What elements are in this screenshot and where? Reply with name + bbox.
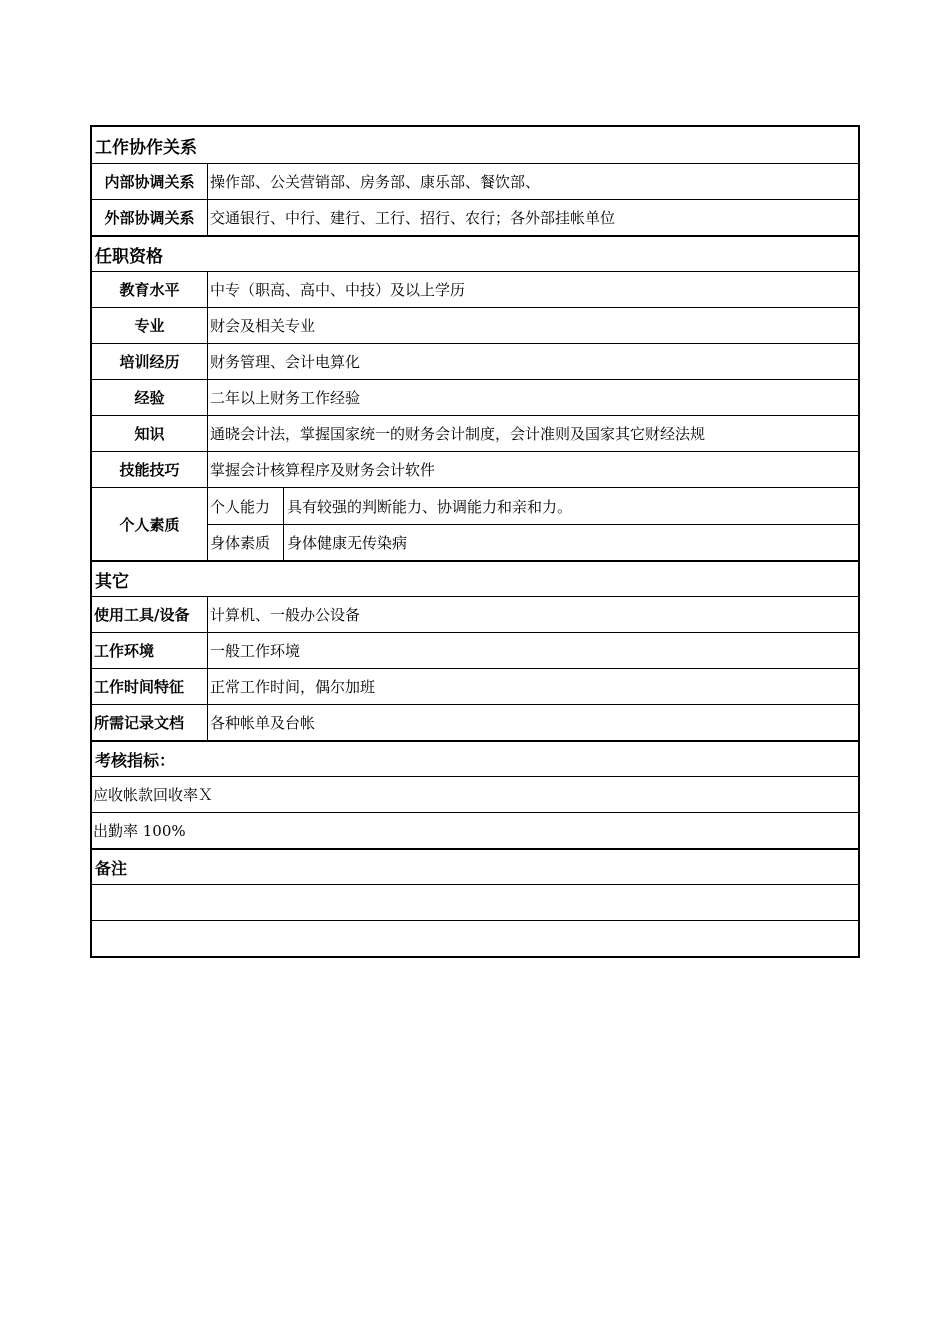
section-title-notes: 备注 — [95, 858, 128, 878]
label-documents: 所需记录文档 — [92, 705, 208, 740]
section-header-collab — [92, 127, 858, 163]
section-header-kpi — [92, 740, 858, 776]
label-training: 培训经历 — [92, 344, 208, 379]
value-external-coordination: 交通银行、中行、建行、工行、招行、农行；各外部挂帐单位 — [210, 209, 616, 227]
value-knowledge: 通晓会计法，掌握国家统一的财务会计制度，会计准则及国家其它财经法规 — [210, 425, 706, 443]
label-external-coordination: 外部协调关系 — [92, 200, 208, 235]
value-experience: 二年以上财务工作经验 — [210, 389, 361, 407]
label-personal-quality: 个人素质 — [92, 488, 208, 560]
row-work-hours — [92, 668, 858, 704]
value-documents: 各种帐单及台帐 — [210, 714, 316, 732]
row-major — [92, 307, 858, 343]
label-skills: 技能技巧 — [92, 452, 208, 487]
row-kpi-attendance — [92, 812, 858, 848]
value-skills: 掌握会计核算程序及财务会计软件 — [210, 461, 436, 479]
kpi-attendance: 出勤率 100% — [93, 822, 186, 840]
label-major: 专业 — [92, 308, 208, 343]
row-tools — [92, 596, 858, 632]
value-environment: 一般工作环境 — [210, 642, 301, 660]
label-experience: 经验 — [92, 380, 208, 415]
row-experience — [92, 379, 858, 415]
subrow-personal-ability — [208, 488, 858, 524]
row-environment — [92, 632, 858, 668]
row-group-personal-quality — [92, 487, 858, 560]
subrow-physical-quality — [208, 524, 858, 560]
label-personal-ability: 个人能力 — [208, 488, 284, 524]
label-tools: 使用工具/设备 — [92, 597, 208, 632]
row-kpi-receivables — [92, 776, 858, 812]
label-education: 教育水平 — [92, 272, 208, 307]
value-personal-ability: 具有较强的判断能力、协调能力和亲和力。 — [287, 497, 573, 516]
row-skills — [92, 451, 858, 487]
notes-blank-1 — [92, 885, 858, 920]
value-physical-quality: 身体健康无传染病 — [287, 534, 408, 552]
value-major: 财会及相关专业 — [210, 317, 316, 335]
row-notes-blank-2 — [92, 920, 858, 956]
row-knowledge — [92, 415, 858, 451]
value-tools: 计算机、一般办公设备 — [210, 606, 361, 624]
label-physical-quality: 身体素质 — [208, 525, 284, 560]
value-training: 财务管理、会计电算化 — [210, 353, 361, 371]
section-title-collab: 工作协作关系 — [95, 137, 197, 158]
notes-blank-2 — [92, 921, 858, 956]
label-knowledge: 知识 — [92, 416, 208, 451]
kpi-receivables: 应收帐款回收率Ｘ — [93, 786, 214, 804]
label-work-hours: 工作时间特征 — [92, 669, 208, 704]
value-internal-coordination: 操作部、公关营销部、房务部、康乐部、餐饮部、 — [210, 173, 541, 191]
row-documents — [92, 704, 858, 740]
section-title-other: 其它 — [95, 571, 129, 592]
section-title-kpi: 考核指标： — [95, 750, 176, 770]
job-description-table — [90, 125, 860, 958]
row-education — [92, 271, 858, 307]
label-environment: 工作环境 — [92, 633, 208, 668]
row-notes-blank-1 — [92, 884, 858, 920]
row-external-coordination — [92, 199, 858, 235]
row-internal-coordination — [92, 163, 858, 199]
label-internal-coordination: 内部协调关系 — [92, 164, 208, 199]
personal-quality-subrows — [208, 488, 858, 560]
value-education: 中专（职高、高中、中技）及以上学历 — [210, 281, 466, 299]
row-training — [92, 343, 858, 379]
section-header-notes — [92, 848, 858, 884]
section-header-other — [92, 560, 858, 596]
section-title-qualification: 任职资格 — [95, 246, 163, 267]
section-header-qualification — [92, 235, 858, 271]
value-work-hours: 正常工作时间，偶尔加班 — [210, 678, 376, 696]
